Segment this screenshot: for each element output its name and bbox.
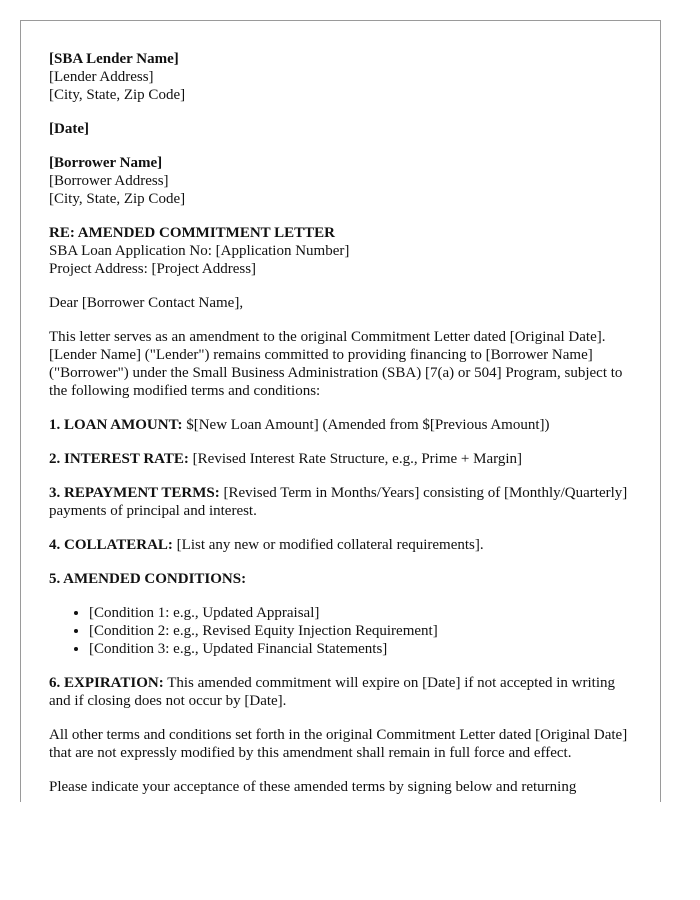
term-label: 4. COLLATERAL:: [49, 537, 173, 553]
project-address: Project Address: [Project Address]: [49, 261, 257, 277]
date-block: [49, 120, 632, 138]
term-label: 1. LOAN AMOUNT:: [49, 417, 183, 433]
lender-address: [Lender Address]: [49, 69, 154, 85]
list-item: • [Condition 2: e.g., Revised Equity Injection Requirement]: [89, 622, 632, 640]
application-number: SBA Loan Application No: [Application Number]: [49, 243, 350, 259]
list-item: • [Condition 3: e.g., Updated Financial Statements]: [89, 640, 632, 658]
term-text: [Revised Term in Months/Years] consisting of [Monthly/Quarterly] payments of principal and interest.: [49, 485, 628, 519]
re-title: RE: AMENDED COMMITMENT LETTER: [49, 225, 335, 241]
lender-block: [49, 50, 632, 104]
re-block: [49, 224, 632, 278]
borrower-address: [Borrower Address]: [49, 173, 169, 189]
term-expiration: [49, 674, 632, 710]
term-text: This amended commitment will expire on [Date] if not accepted in writing and if closing does not occur by [Date].: [49, 675, 615, 709]
letter-date: [Date]: [49, 121, 89, 137]
letter-page: [20, 20, 661, 802]
borrower-name: [Borrower Name]: [49, 155, 163, 171]
cutoff-paragraph: Please indicate your acceptance of these amended terms by signing below and returning: [49, 779, 577, 795]
term-text: $[New Loan Amount] (Amended from $[Previous Amount]): [182, 417, 550, 433]
conditions-list: [49, 604, 632, 658]
term-conditions: [49, 570, 632, 588]
term-collateral: [49, 536, 632, 554]
salutation: Dear [Borrower Contact Name],: [49, 295, 244, 311]
term-label: 6. EXPIRATION:: [49, 675, 164, 691]
term-label: 3. REPAYMENT TERMS:: [49, 485, 220, 501]
intro-paragraph: This letter serves as an amendment to the original Commitment Letter dated [Original Date]. [Lender Name] ("Lender") remains committed to providing financing to [Borrower Name] ("Borrower") under the Small Business Administration (SBA) [7(a) or 504] Program, subject to the following modified terms and conditions:: [49, 329, 623, 399]
lender-city: [City, State, Zip Code]: [49, 87, 186, 103]
term-label: 2. INTEREST RATE:: [49, 451, 189, 467]
term-loan-amount: [49, 416, 632, 434]
borrower-city: [City, State, Zip Code]: [49, 191, 186, 207]
term-label: 5. AMENDED CONDITIONS:: [49, 571, 247, 587]
letter-content: [21, 21, 660, 796]
term-interest-rate: [49, 450, 632, 468]
term-text: [Revised Interest Rate Structure, e.g., Prime + Margin]: [188, 451, 523, 467]
term-text: [List any new or modified collateral requirements].: [172, 537, 484, 553]
term-repayment: [49, 484, 632, 520]
lender-name: [SBA Lender Name]: [49, 51, 179, 67]
closing-paragraph: All other terms and conditions set forth in the original Commitment Letter dated [Original Date] that are not expressly modified by this amendment shall remain in full force and effect.: [49, 727, 628, 761]
borrower-block: [49, 154, 632, 208]
list-item: • [Condition 1: e.g., Updated Appraisal]: [89, 604, 632, 622]
